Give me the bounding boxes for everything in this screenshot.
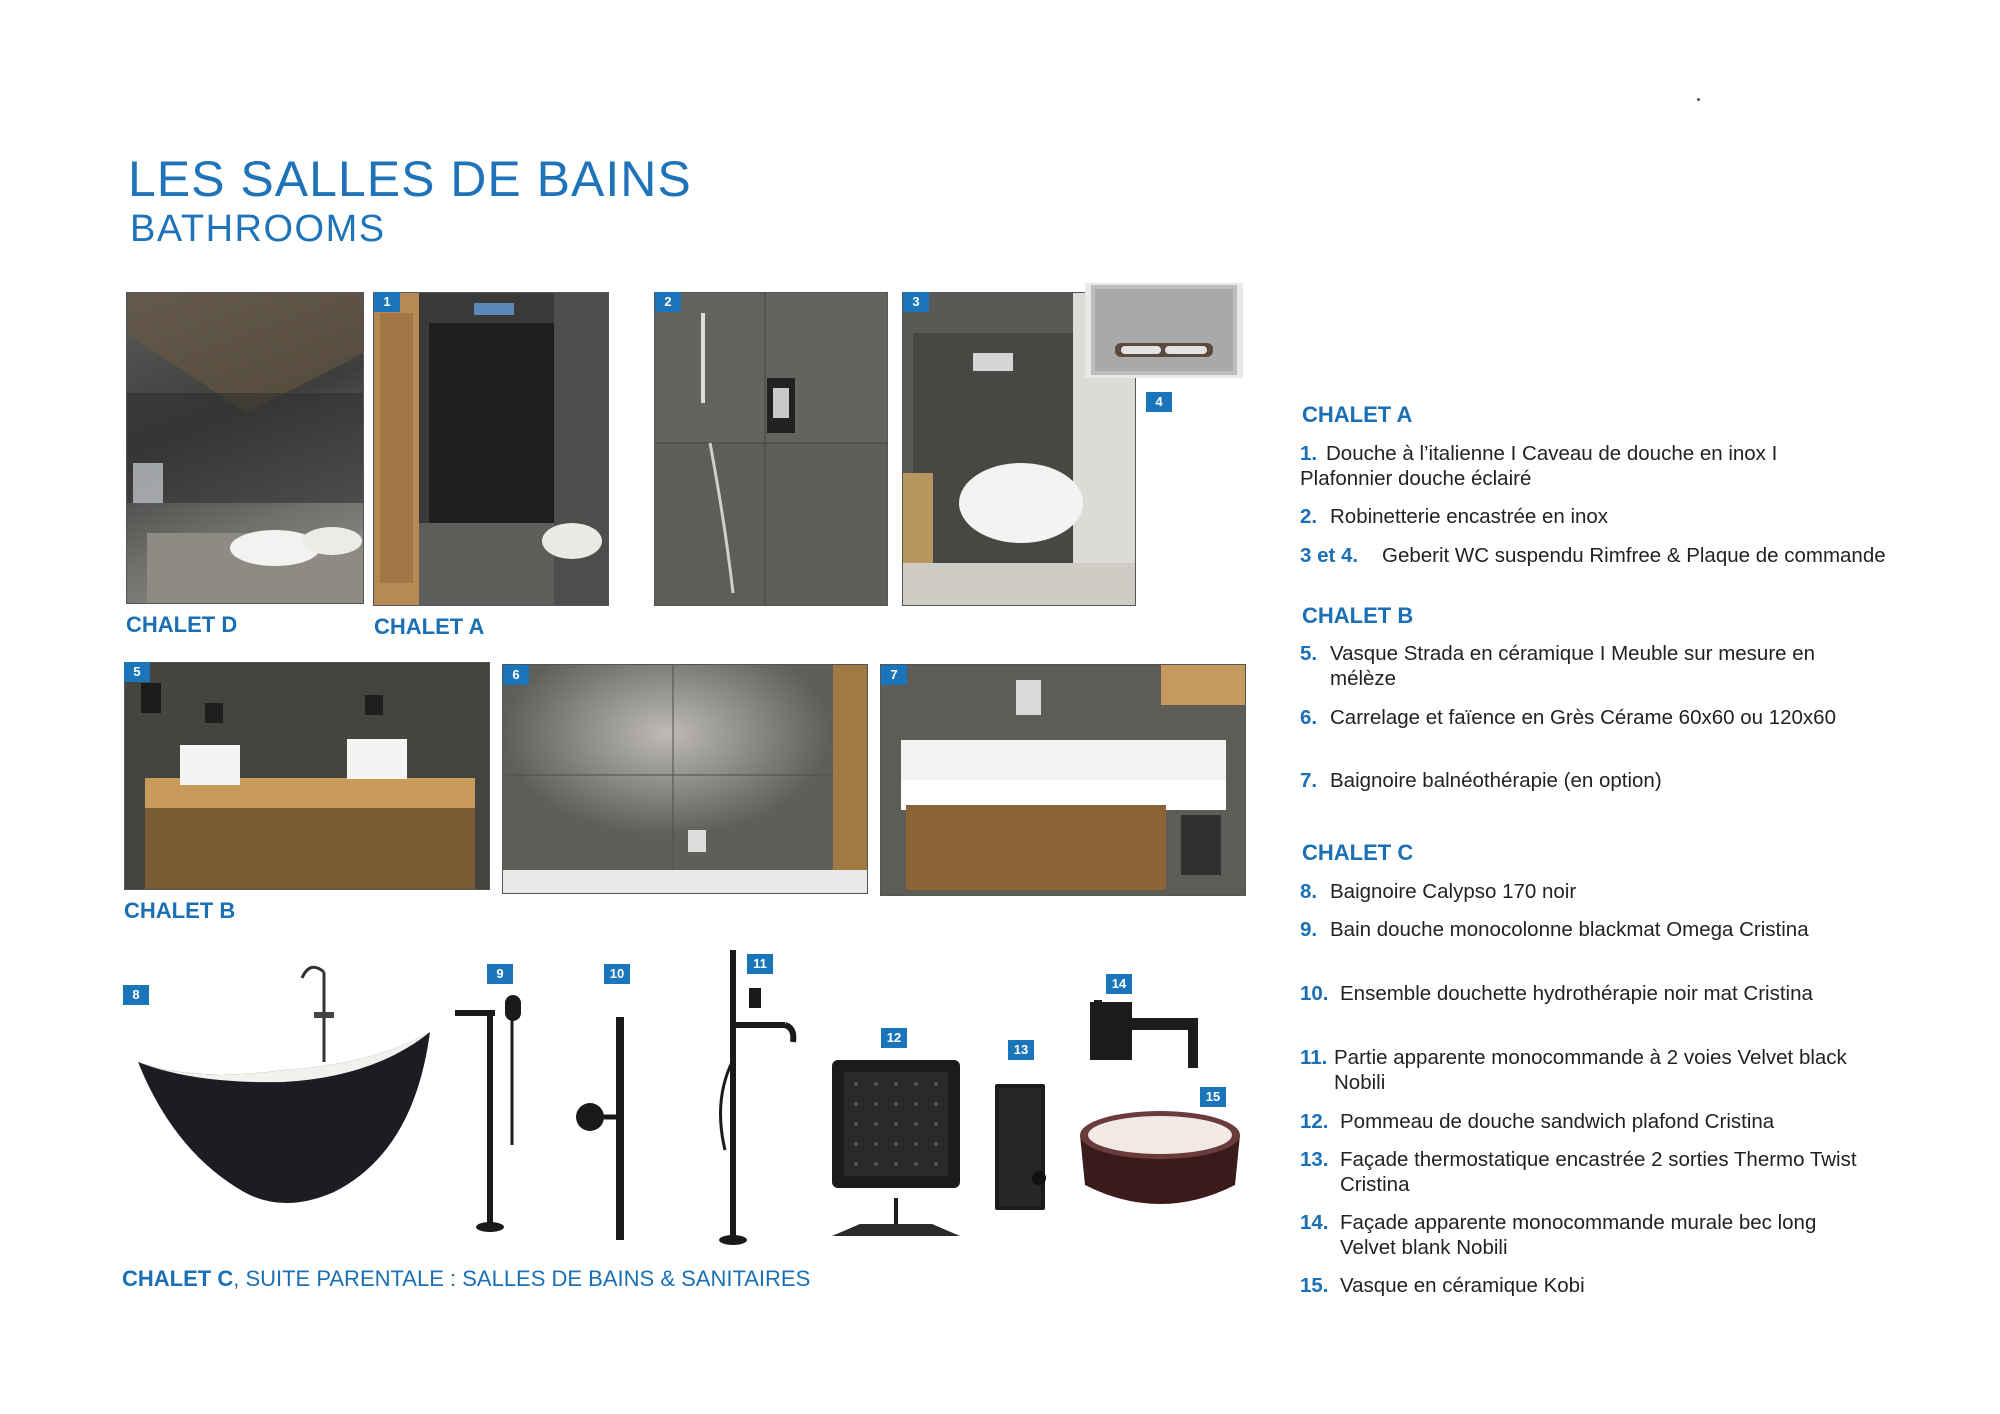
item-number: 8. [1300, 880, 1318, 903]
list-item [1300, 1210, 1870, 1260]
photo-double-vanity [124, 662, 490, 890]
photo-badge-6: 6 [503, 665, 529, 685]
section-title-chalet-c: CHALET C [1302, 840, 1414, 865]
list-item [1300, 1273, 1860, 1298]
item-text: Robinetterie encastrée en inox [1330, 505, 1609, 528]
photo-badge-4: 4 [1146, 392, 1172, 412]
caption-chalet-c-rest: , SUITE PARENTALE : SALLES DE BAINS & SANITAIRES [233, 1266, 811, 1291]
item-text: Façade apparente monocommande murale bec long Velvet blank Nobili [1340, 1211, 1817, 1259]
item-text: Bain douche monocolonne blackmat Omega Cristina [1330, 918, 1809, 941]
item-text: Baignoire Calypso 170 noir [1330, 880, 1577, 903]
item-text: Partie apparente monocommande à 2 voies Velvet black Nobili [1334, 1046, 1847, 1094]
item-number: 3 et 4. [1300, 544, 1359, 567]
photo-badge-3: 3 [903, 292, 929, 312]
ceiling-shower-head-image [830, 1058, 965, 1238]
wall-mixer-long-spout-image [1088, 1000, 1208, 1070]
list-item [1300, 879, 1860, 904]
list-item [1300, 441, 1860, 491]
list-item [1300, 705, 1860, 730]
photo-badge-11: 11 [747, 954, 773, 974]
photo-badge-14: 14 [1106, 974, 1132, 994]
photo-chalet-a-shower [373, 292, 609, 606]
freestanding-bathtub-image [134, 952, 434, 1252]
caption-chalet-d: CHALET D [126, 612, 238, 637]
item-text: Pommeau de douche sandwich plafond Cristina [1340, 1110, 1775, 1133]
item-number: 12. [1300, 1110, 1329, 1133]
freestanding-mixer-image [715, 950, 805, 1245]
item-text: Geberit WC suspendu Rimfree & Plaque de commande [1382, 544, 1886, 567]
item-number: 15. [1300, 1274, 1329, 1297]
photo-badge-15: 15 [1200, 1087, 1226, 1107]
photo-flush-plate [1085, 283, 1243, 378]
item-number: 5. [1300, 642, 1318, 665]
list-item [1300, 768, 1860, 793]
caption-chalet-b: CHALET B [124, 898, 236, 923]
section-title-chalet-a: CHALET A [1302, 402, 1413, 427]
caption-chalet-a: CHALET A [374, 614, 485, 639]
list-item [1300, 504, 1860, 529]
item-number: 7. [1300, 769, 1318, 792]
item-text: Vasque Strada en céramique I Meuble sur mesure en mélèze [1330, 642, 1816, 690]
item-text: Ensemble douchette hydrothérapie noir mat Cristina [1340, 982, 1813, 1005]
photo-badge-13: 13 [1008, 1040, 1034, 1060]
photo-badge-5: 5 [124, 662, 150, 682]
list-item [1300, 1045, 1860, 1095]
item-text: Carrelage et faïence en Grès Cérame 60x60 ou 120x60 [1330, 706, 1836, 729]
hand-shower-set-image [570, 1015, 650, 1245]
caption-chalet-c-bold: CHALET C [122, 1266, 234, 1291]
item-text: Baignoire balnéothérapie (en option) [1330, 769, 1662, 792]
photo-badge-10: 10 [604, 964, 630, 984]
photo-badge-2: 2 [655, 292, 681, 312]
photo-tiled-wall [502, 664, 868, 894]
item-number: 2. [1300, 505, 1318, 528]
list-item [1300, 543, 1922, 568]
item-number: 6. [1300, 706, 1318, 729]
item-number: 1. [1300, 442, 1318, 465]
item-text: Vasque en céramique Kobi [1340, 1274, 1585, 1297]
photo-badge-8: 8 [123, 985, 149, 1005]
item-number: 14. [1300, 1211, 1329, 1234]
photo-badge-7: 7 [881, 665, 907, 685]
photo-concealed-faucet [654, 292, 888, 606]
thermostatic-facade-image [993, 1082, 1049, 1212]
photo-badge-1: 1 [374, 292, 400, 312]
list-item [1300, 1147, 1860, 1197]
section-title-chalet-b: CHALET B [1302, 603, 1414, 628]
scan-speck [1697, 98, 1700, 101]
page-subtitle: BATHROOMS [130, 208, 386, 250]
list-item [1300, 981, 1860, 1006]
photo-chalet-d-bathroom [126, 292, 364, 604]
caption-chalet-c [122, 1266, 810, 1292]
list-item [1300, 917, 1860, 942]
list-item [1300, 641, 1860, 691]
item-number: 11. [1300, 1046, 1328, 1069]
item-number: 9. [1300, 918, 1318, 941]
item-text: Douche à l’italienne I Caveau de douche en inox I Plafonnier douche éclairé [1300, 442, 1778, 490]
page-title: LES SALLES DE BAINS [128, 151, 692, 207]
bath-shower-column-image [450, 995, 530, 1235]
photo-spa-bathtub [880, 664, 1246, 896]
ceramic-basin-image [1075, 1105, 1245, 1220]
photo-badge-9: 9 [487, 964, 513, 984]
list-item [1300, 1109, 1900, 1134]
item-text: Façade thermostatique encastrée 2 sorties Thermo Twist Cristina [1340, 1148, 1857, 1196]
item-number: 10. [1300, 982, 1329, 1005]
photo-badge-12: 12 [881, 1028, 907, 1048]
item-number: 13. [1300, 1148, 1329, 1171]
